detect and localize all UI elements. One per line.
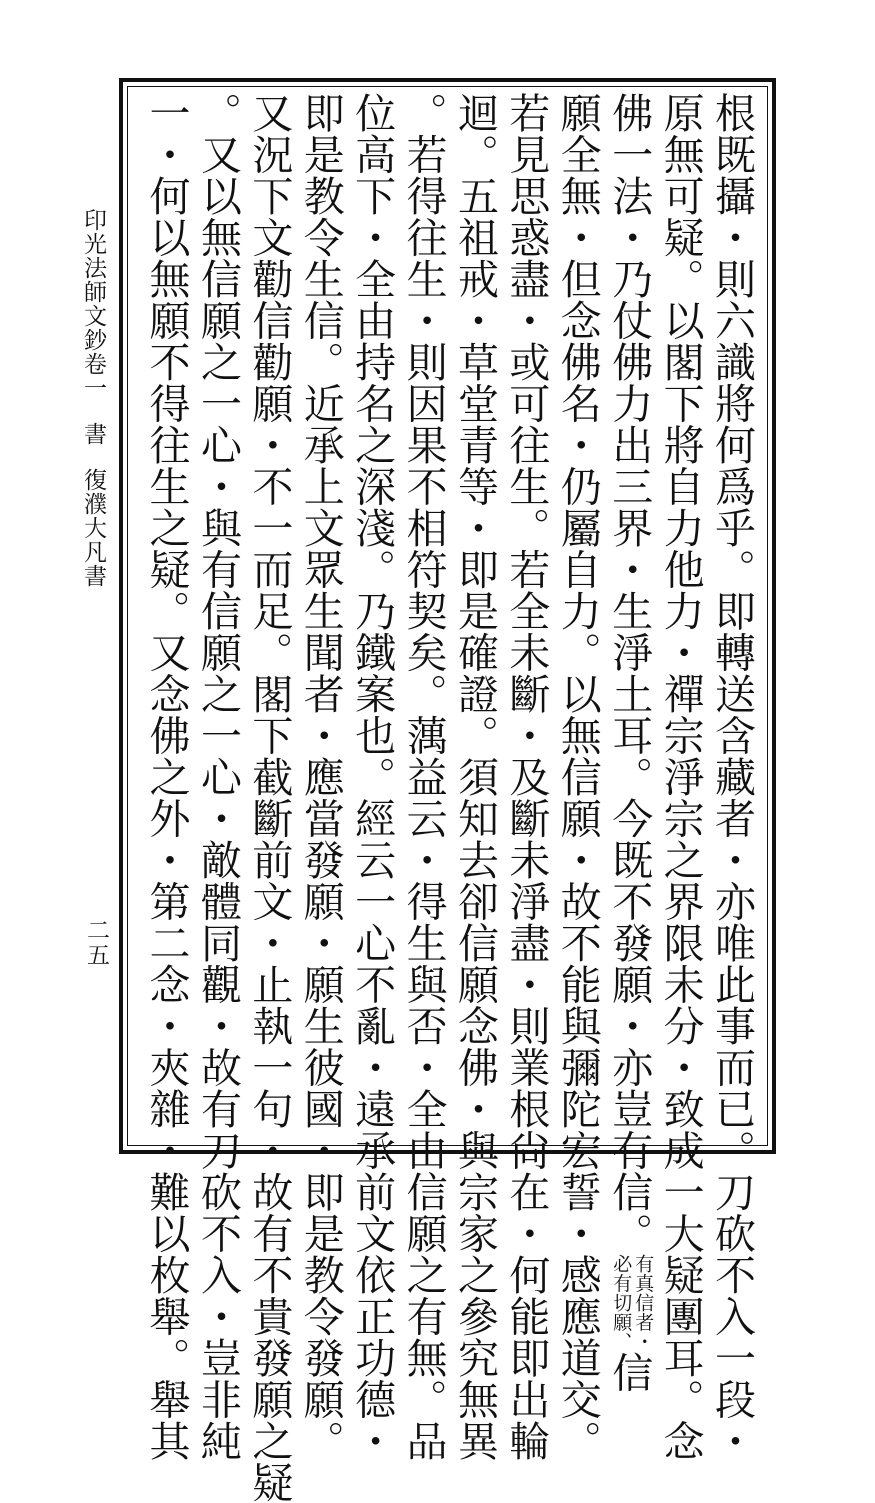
running-head-book: 印光法師文鈔卷一: [80, 208, 106, 400]
text-column: 原無可疑。以閣下將自力他力・禪宗淨宗之界限未分・致成一大疑團耳。念: [656, 92, 705, 1462]
text-column: 位高下・全由持名之深淺。乃鐵案也。經云一心不亂・遠承前文依正功德・: [348, 92, 397, 1462]
running-head-title: 復濮大凡書: [80, 468, 106, 588]
page-number: 二五: [83, 918, 109, 968]
text-column: 迴。五祖戒・草堂青等・即是確證。須知去卻信願念佛・與宗家之參究無異: [450, 92, 499, 1462]
text-column: 又況下文勸信勸願・不一而足。閣下截斷前文・止執一句・故有不貴發願之疑: [245, 92, 294, 1503]
running-head: [80, 208, 106, 588]
annotation-line: 必有切願、: [610, 1254, 633, 1352]
annotation-line: 有真信者・: [632, 1254, 655, 1352]
main-text: [139, 92, 757, 1503]
text-column: 根既攝・則六識將何爲乎。即轉送含藏者・亦唯此事而已。刀砍不入一段・: [708, 92, 756, 1462]
text-column: 若見思惑盡・或可往生。若全未斷・及斷未淨盡・則業根尙在・何能即出輪: [502, 92, 551, 1462]
text-column: 。又以無信願之一心・與有信願之一心・敵體同觀・故有刀砍不入・豈非純: [193, 92, 242, 1462]
text-column: 即是教令生信。近承上文眾生聞者・應當發願・願生彼國・即是教令發願。: [296, 92, 345, 1462]
text-column: 一・何以無願不得往生之疑。又念佛之外・第二念・夾雜・難以枚舉。舉其: [142, 92, 191, 1462]
text-column: 願全無・但念佛名・仍屬自力。以無信願・故不能與彌陀宏誓・感應道交。: [553, 92, 602, 1462]
running-head-section: 書: [80, 422, 106, 446]
text-column: 。若得往生・則因果不相符契矣。蕅益云・得生與否・全由信願之有無。品: [399, 92, 448, 1462]
text-column: 佛一法・乃仗佛力出三界・生淨土耳。今既不發願・亦豈有信。 有真信者・ 必有切願、 信: [605, 92, 655, 1393]
inline-annotation: [610, 1254, 654, 1352]
